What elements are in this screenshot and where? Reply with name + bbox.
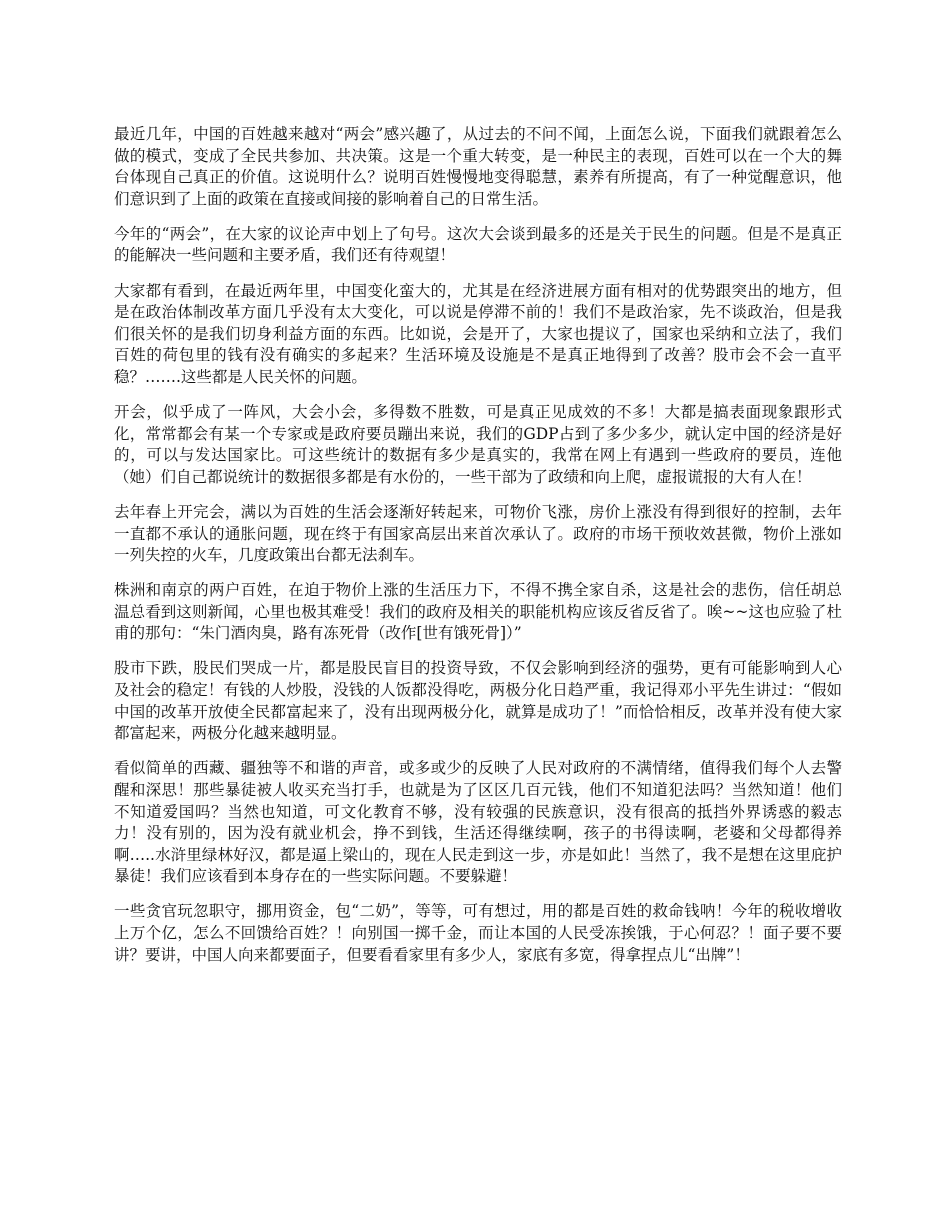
paragraph-9: 一些贪官玩忽职守，挪用资金，包“二奶”，等等，可有想过，用的都是百姓的救命钱呐！今年的税收增收上万个亿，怎么不回馈给百姓？！向别国一掷千金，而让本国的人民受冻挨饿，于心何忍？！面子要不要讲？要讲，中国人向来都要面子，但要看看家里有多少人，家底有多宽，得拿捏点儿“出牌”！ xyxy=(114,902,842,964)
paragraph-7: 股市下跌，股民们哭成一片，都是股民盲目的投资导致，不仅会影响到经济的强势，更有可能影响到人心及社会的稳定！有钱的人炒股，没钱的人饭都没得吃，两极分化日趋严重，我记得邓小平先生讲过：“假如中国的改革开放使全民都富起来了，没有出现两极分化，就算是成功了！”而恰恰相反，改革并没有使大家都富起来，两极分化越来越明显。 xyxy=(114,659,842,743)
paragraph-2: 今年的“两会”，在大家的议论声中划上了句号。这次大会谈到最多的还是关于民生的问题。但是不是真正的能解决一些问题和主要矛盾，我们还有待观望！ xyxy=(114,224,842,265)
paragraph-1: 最近几年，中国的百姓越来越对“两会”感兴趣了，从过去的不问不闻，上面怎么说，下面我们就跟着怎么做的模式，变成了全民共参加、共决策。这是一个重大转变，是一种民主的表现，百姓可以在一个大的舞台体现自己真正的价值。这说明什么？说明百姓慢慢地变得聪慧，素养有所提高，有了一种觉醒意识，他们意识到了上面的政策在直接或间接的影响着自己的日常生活。 xyxy=(114,125,842,208)
paragraph-3: 大家都有看到，在最近两年里，中国变化蛮大的，尤其是在经济进展方面有相对的优势跟突出的地方，但是在政治体制改革方面几乎没有太大变化，可以说是停滞不前的！我们不是政治家，先不谈政治，但是我们很关怀的是我们切身利益方面的东西。比如说，会是开了，大家也提议了，国家也采纳和立法了，我们百姓的荷包里的钱有没有确实的多起来？生活环境及设施是不是真正地得到了改善？股市会不会一直平稳？…….这些都是人民关怀的问题。 xyxy=(114,281,842,386)
paragraph-5: 去年春上开完会，满以为百姓的生活会逐渐好转起来，可物价飞涨，房价上涨没有得到很好的控制，去年一直都不承认的通胀问题，现在终于有国家高层出来首次承认了。政府的市场干预收效甚微，物价上涨如一列失控的火车，几度政策出台都无法刹车。 xyxy=(114,502,842,565)
paragraph-6: 株洲和南京的两户百姓，在迫于物价上涨的生活压力下，不得不携全家自杀，这是社会的悲伤，信任胡总温总看到这则新闻，心里也极其难受！我们的政府及相关的职能机构应该反省反省了。唉~~这也应验了杜甫的那句：“朱门酒肉臭，路有冻死骨（改作[世有饿死骨]）” xyxy=(114,581,842,643)
paragraph-4: 开会，似乎成了一阵风，大会小会，多得数不胜数，可是真正见成效的不多！大都是搞表面现象跟形式化，常常都会有某一个专家或是政府要员蹦出来说，我们的GDP占到了多少多少，就认定中国的经济是好的，可以与发达国家比。可这些统计的数据有多少是真实的，我常在网上有遇到一些政府的要员，连他（她）们自己都说统计的数据很多都是有水份的，一些干部为了政绩和向上爬，虚报谎报的大有人在！ xyxy=(114,403,842,486)
paragraph-8: 看似简单的西藏、疆独等不和谐的声音，或多或少的反映了人民对政府的不满情绪，值得我们每个人去警醒和深思！那些暴徒被人收买充当打手，也就是为了区区几百元钱，他们不知道犯法吗？当然知道！他们不知道爱国吗？当然也知道，可文化教育不够，没有较强的民族意识，没有很高的抵挡外界诱惑的毅志力！没有别的，因为没有就业机会，挣不到钱，生活还得继续啊，孩子的书得读啊，老婆和父母都得养啊…..水浒里绿林好汉，都是逼上梁山的，现在人民走到这一步，亦是如此！当然了，我不是想在这里庇护暴徒！我们应该看到本身存在的一些实际问题。不要躲避！ xyxy=(114,759,842,886)
document-body xyxy=(114,124,842,980)
